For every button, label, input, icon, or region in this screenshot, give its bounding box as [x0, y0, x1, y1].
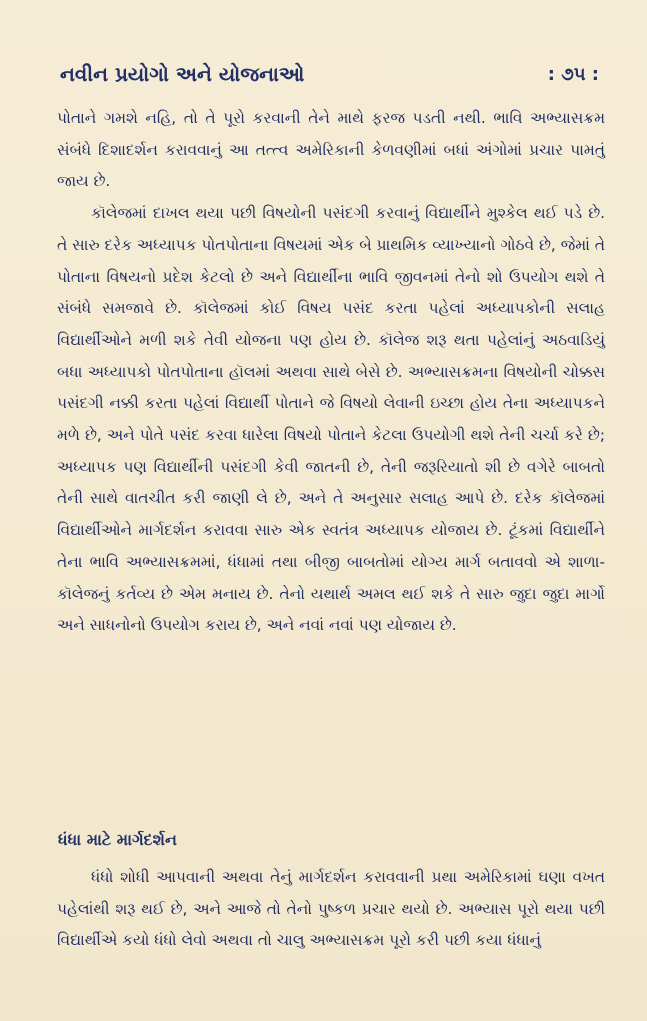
page-header [60, 62, 599, 102]
body-text-continued [57, 862, 605, 957]
page-number: : ૭૫ : [547, 64, 599, 85]
body-text [57, 103, 605, 642]
paragraph-1: પોતાને ગમશે નહિ, તો તે પૂરો કરવાની તેને માથે ફરજ પડતી નથી. ભાવિ અભ્યાસક્રમ સંબંધે દિશાદર્શન કરાવવાનું આ તત્ત્વ અમેરિકાની કેળવણીમાં બધાં અંગોમાં પ્રચાર પામતું જાય છે. [57, 109, 605, 191]
paragraph-2: કૉલેજમાં દાખલ થયા પછી વિષયોની પસંદગી કરવાનું વિદ્યાર્થીને મુશ્કેલ થઈ પડે છે. તે સારુ દરેક અધ્યાપક પોતપોતાના વિષયમાં એક બે પ્રાથમિક વ્યાખ્યાનો ગોઠવે છે, જેમાં તે પોતાના વિષયનો પ્રદેશ કેટલો છે અને વિદ્યાર્થીના ભાવિ જીવનમાં તેનો શો ઉપયોગ થશે તે સંબંધે સમજાવે છે. કૉલેજમાં કોઈ વિષય પસંદ કરતા પહેલાં અધ્યાપકોની સલાહ વિદ્યાર્થીઓને મળી શકે તેવી યોજના પણ હોય છે. કૉલેજ શરૂ થતા પહેલાંનું અઠવાડિયું બધા અધ્યાપકો પોતપોતાના હૉલમાં અથવા સાથે બેસે છે. અભ્યાસક્રમના વિષયોની ચોક્કસ પસંદગી નક્કી કરતા પહેલાં વિદ્યાર્થી પોતાને જે વિષયો લેવાની ઇચ્છા હોય તેના અધ્યાપકને મળે છે, અને પોતે પસંદ કરવા ધારેલા વિષયો પોતાને કેટલા ઉપયોગી થશે તેની ચર્ચા કરે છે; અધ્યાપક પણ વિદ્યાર્થીની પસંદગી કેવી જાતની છે, તેની જરૂરિયાતો શી છે વગેરે બાબતો તેની સાથે વાતચીત કરી જાણી લે છે, અને તે અનુસાર સલાહ આપે છે. દરેક કૉલેજમાં વિદ્યાર્થીઓને માર્ગદર્શન કરાવવા સારુ એક સ્વતંત્ર અધ્યાપક યોજાય છે. ટૂંકમાં વિદ્યાર્થીને તેના ભાવિ અભ્યાસક્રમમાં, ધંધામાં તથા બીજી બાબતોમાં યોગ્ય માર્ગ બતાવવો એ શાળા-કૉલેજનું કર્તવ્ય છે એમ મનાય છે. તેનો યથાર્થ અમલ થઈ શકે તે સારુ જુદા જુદા માર્ગો અને સાધનોનો ઉપયોગ કરાય છે, અને નવાં નવાં પણ યોજાય છે. [57, 204, 605, 635]
section-heading: ધંધા માટે માર્ગદર્શન [58, 830, 177, 849]
paragraph-3: ધંધો શોધી આપવાની અથવા તેનું માર્ગદર્શન કરાવવાની પ્રથા અમેરિકામાં ઘણા વખત પહેલાંથી શરૂ થઈ છે, અને આજે તો તેનો પુષ્કળ પ્રચાર થયો છે. અભ્યાસ પૂરો થયા પછી વિદ્યાર્થીએ કયો ધંધો લેવો અથવા તો ચાલુ અભ્યાસક્રમ પૂરો કરી પછી કયા ધંધાનું [57, 868, 605, 950]
running-head: નવીન પ્રયોગો અને યોજનાઓ [60, 62, 305, 86]
